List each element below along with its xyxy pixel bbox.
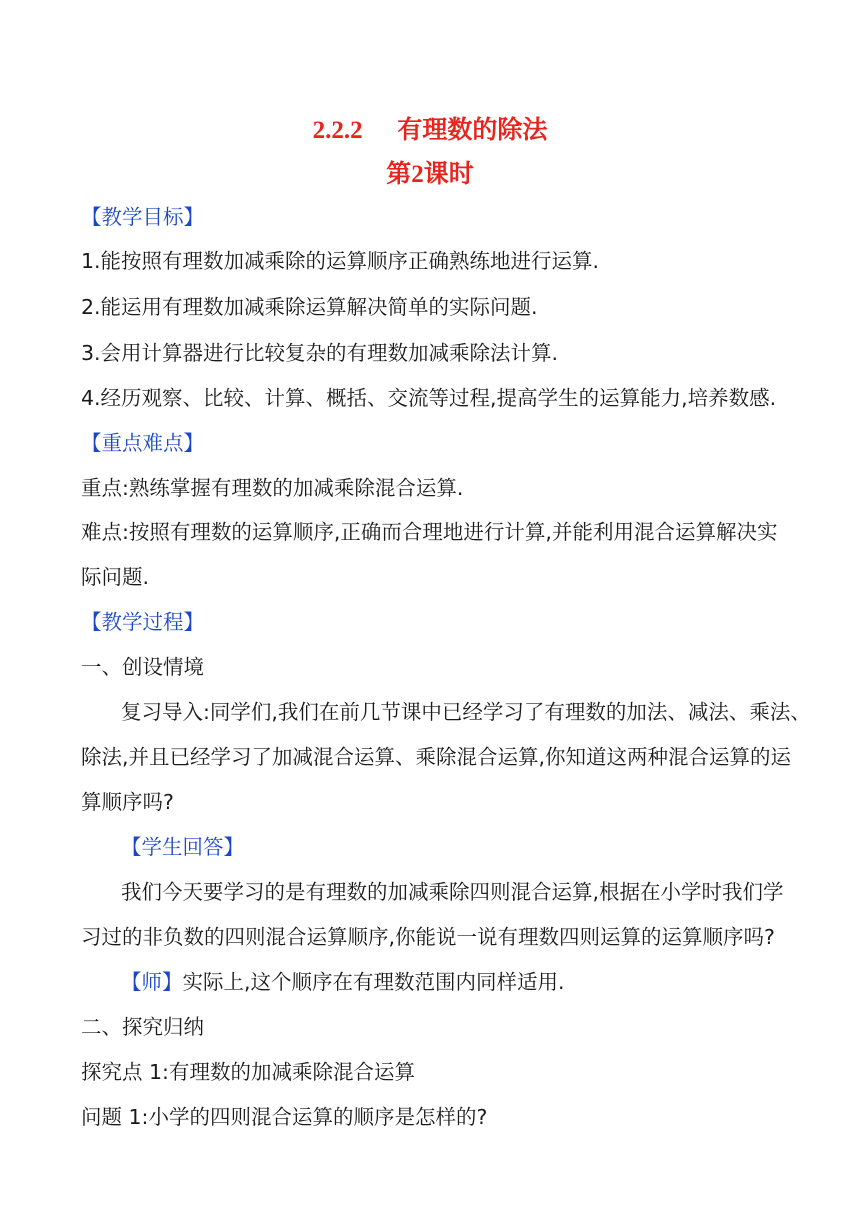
student-answer-tag: 【学生回答】 [121, 835, 244, 859]
teacher-text: 实际上,这个顺序在有理数范围内同样适用. [182, 970, 565, 994]
section-number: 2.2.2 [312, 117, 363, 144]
teacher-note [121, 968, 565, 996]
teacher-tag: 【师】 [121, 970, 183, 994]
part2-title: 二、探究归纳 [81, 1015, 204, 1039]
lesson-number: 2 [411, 161, 424, 188]
lesson-paragraph: 我们今天要学习的是有理数的加减乘除四则混合运算,根据在小学时我们学 [121, 880, 784, 904]
goals-heading: 【教学目标】 [81, 205, 204, 229]
section-name: 有理数的除法 [397, 115, 548, 144]
lesson-suffix: 课时 [423, 159, 474, 188]
goal-item: 1.能按照有理数加减乘除的运算顺序正确熟练地进行运算. [81, 249, 600, 273]
review-text-cont: 算顺序吗? [81, 790, 174, 814]
part1-title: 一、创设情境 [81, 655, 204, 679]
lesson-title [0, 158, 860, 191]
review-text-cont: 除法,并且已经学习了加减混合运算、乘除混合运算,你知道这两种混合运算的运 [81, 745, 792, 769]
lesson-paragraph-cont: 习过的非负数的四则混合运算顺序,你能说一说有理数四则运算的运算顺序吗? [81, 925, 775, 949]
goal-item: 2.能运用有理数加减乘除运算解决简单的实际问题. [81, 295, 538, 319]
section-title [0, 114, 860, 147]
difficulty-text: 难点:按照有理数的运算顺序,正确而合理地进行计算,并能利用混合运算解决实 [81, 520, 778, 544]
focus-text: 重点:熟练掌握有理数的加减乘除混合运算. [81, 476, 464, 500]
explore-point: 探究点 1:有理数的加减乘除混合运算 [81, 1060, 415, 1084]
goal-item: 3.会用计算器进行比较复杂的有理数加减乘除法计算. [81, 341, 559, 365]
goal-item: 4.经历观察、比较、计算、概括、交流等过程,提高学生的运算能力,培养数感. [81, 386, 777, 410]
review-text: 复习导入:同学们,我们在前几节课中已经学习了有理数的加法、减法、乘法、 [121, 700, 811, 724]
process-heading: 【教学过程】 [81, 610, 204, 634]
keypoints-heading: 【重点难点】 [81, 431, 204, 455]
difficulty-text-cont: 际问题. [81, 565, 150, 589]
question-text: 问题 1:小学的四则混合运算的顺序是怎样的? [81, 1105, 488, 1129]
lesson-prefix: 第 [386, 159, 412, 188]
